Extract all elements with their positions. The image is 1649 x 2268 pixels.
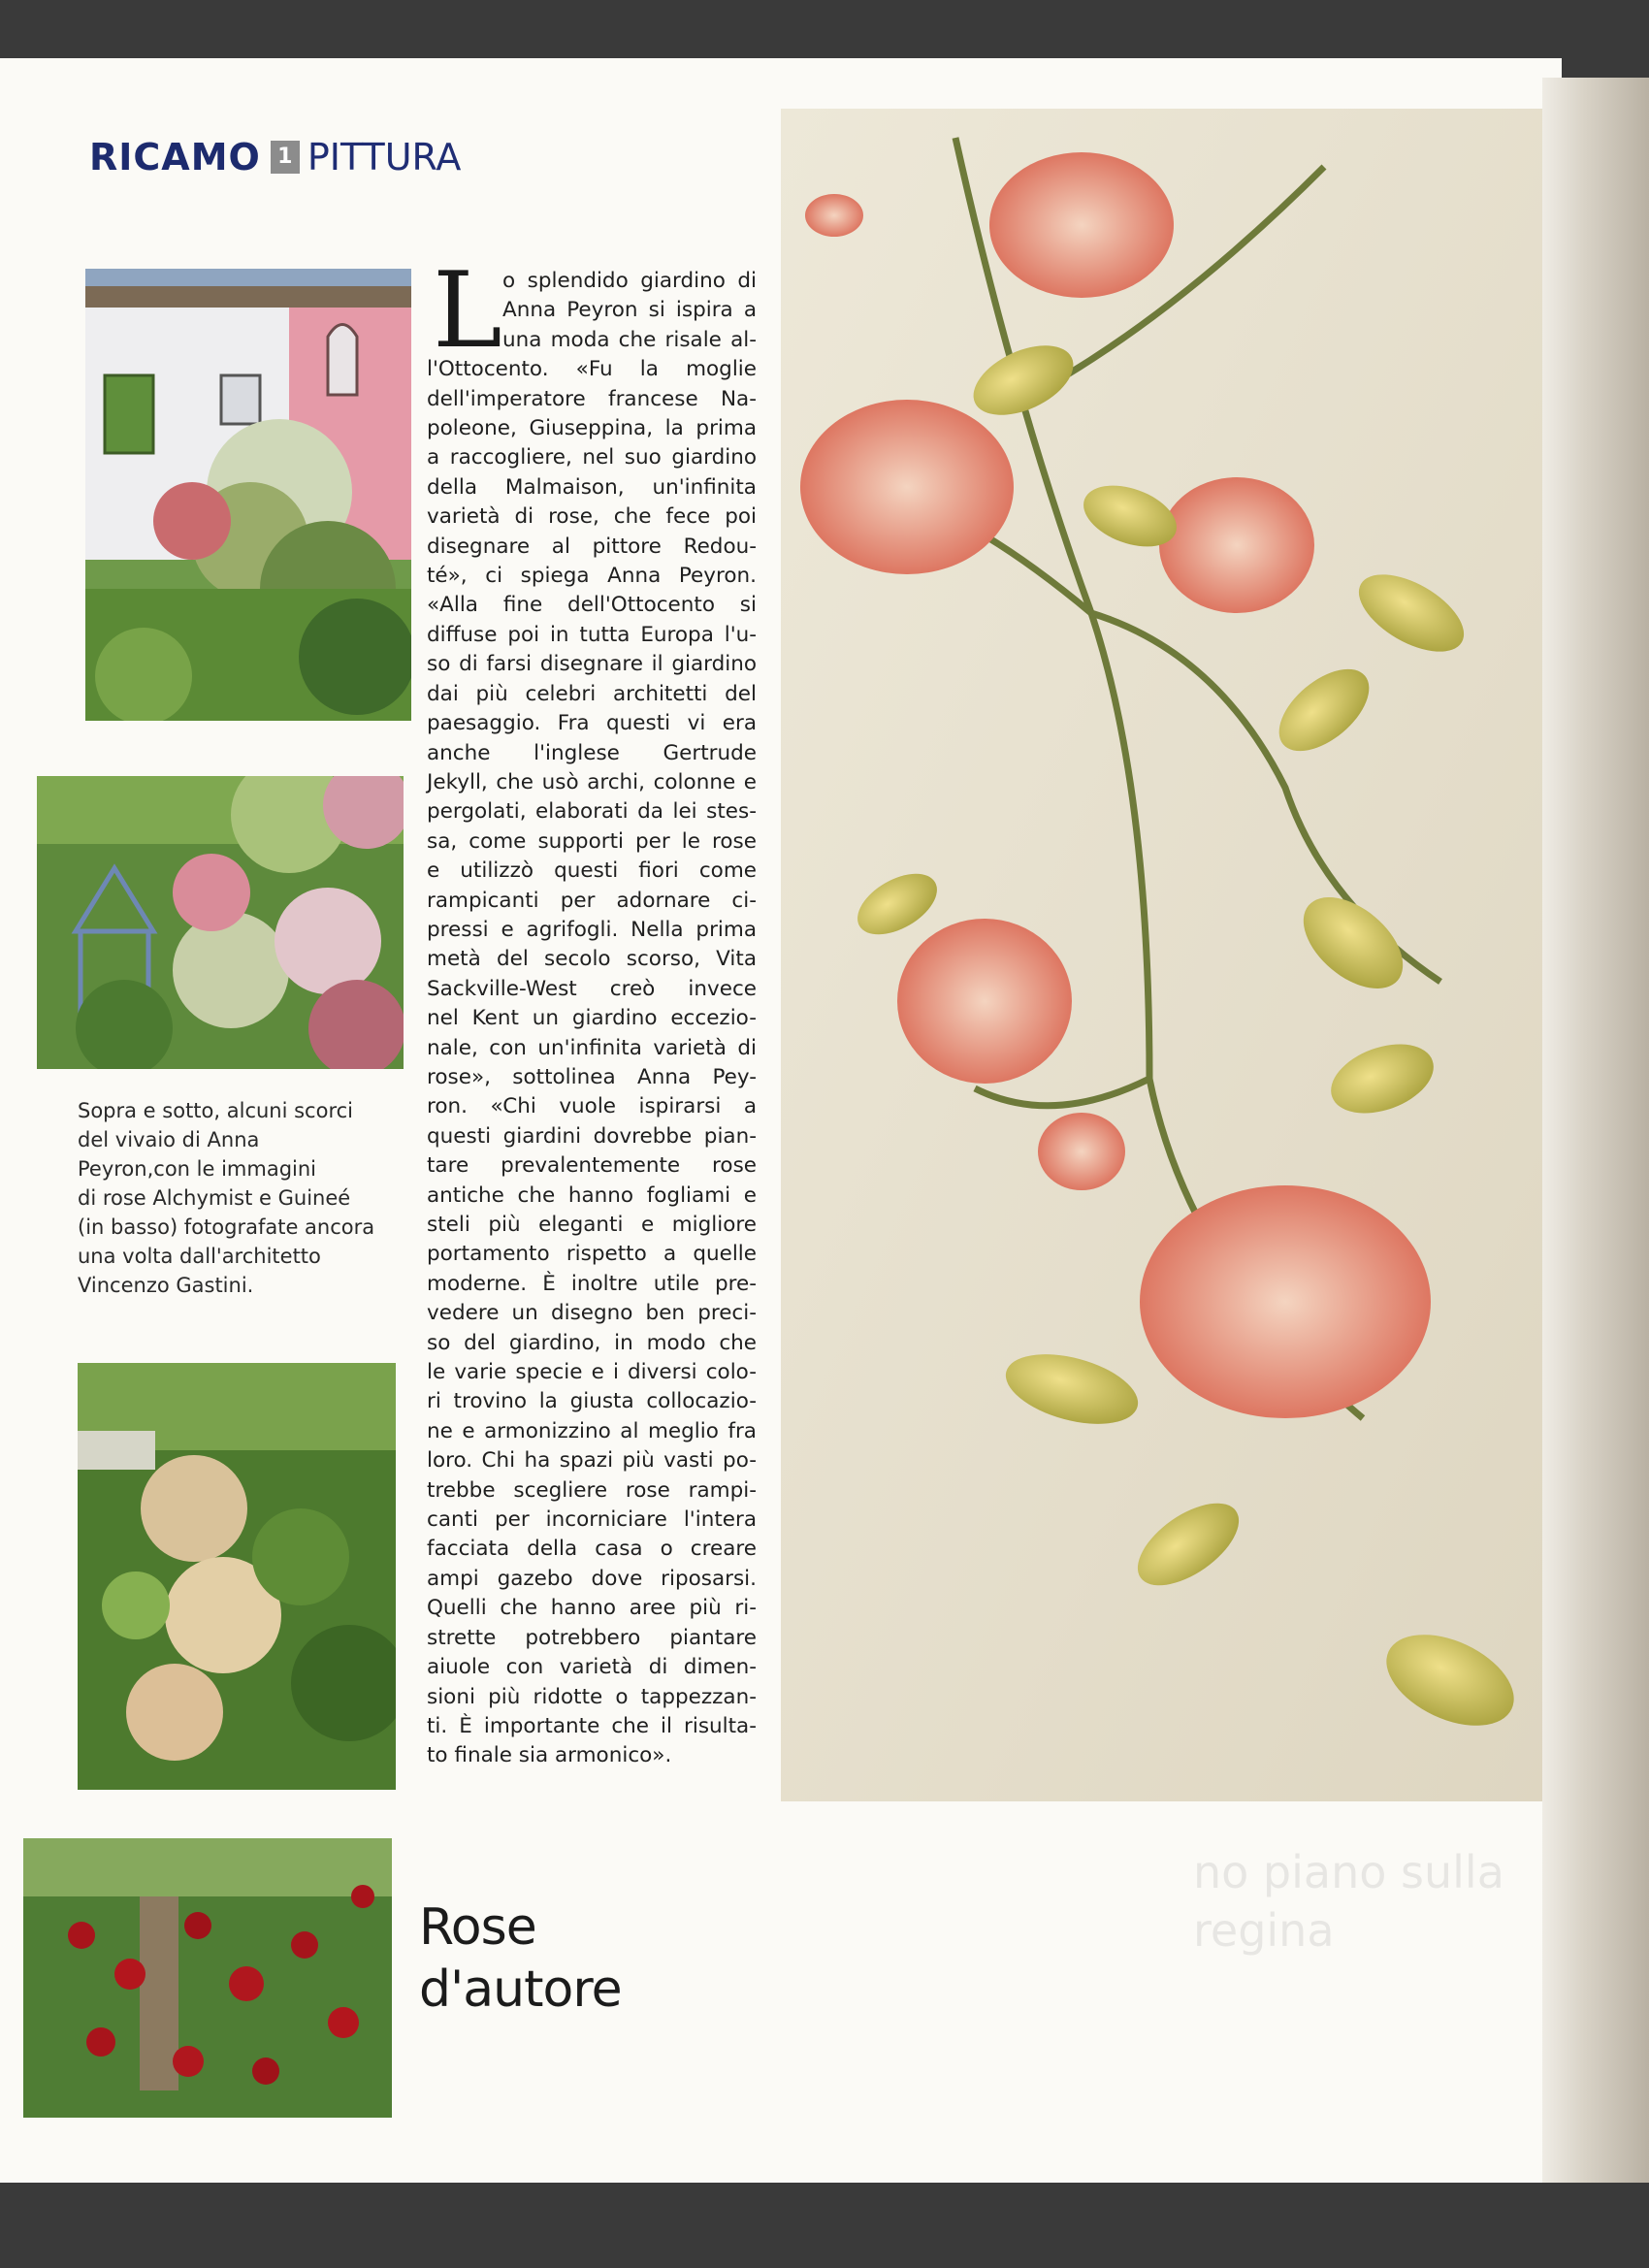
article-line: portamento rispetto a quelle <box>427 1242 757 1267</box>
article-line: loro. Chi ha spazi più vasti po- <box>427 1448 757 1474</box>
photo-house-with-roses <box>85 269 411 721</box>
article-line: Jekyll, che usò archi, colonne e <box>427 769 757 794</box>
article-line: tare prevalentemente rose <box>427 1153 757 1179</box>
article-line: Quelli che hanno aree più ri- <box>427 1596 757 1621</box>
article-line: sioni più ridotte o tappezzan- <box>427 1684 757 1709</box>
article-line: paesaggio. Fra questi vi era <box>427 711 757 736</box>
article-line: steli più eleganti e migliore <box>427 1213 757 1237</box>
article-line: pressi e agrifogli. Nella prima <box>427 917 757 942</box>
article-line: ne e armonizzino al meglio fra <box>427 1418 757 1443</box>
article-line: questi giardini dovrebbe pian- <box>427 1123 757 1149</box>
article-line: moderne. È inoltre utile pre- <box>427 1271 757 1296</box>
article-line: poleone, Giuseppina, la prima <box>427 416 757 441</box>
article-line: «Alla fine dell'Ottocento si <box>427 593 757 618</box>
article-line: varietà di rose, che fece poi <box>427 504 757 530</box>
article-line: canti per incorniciare l'intera <box>427 1507 757 1533</box>
article-line: una moda che risale al- <box>502 327 757 352</box>
photo-garden-gazebo <box>37 776 404 1069</box>
article-line: Sackville-West creò invece <box>427 976 757 1001</box>
issue-number-badge: 1 <box>271 141 300 174</box>
article-line: ri trovino la giusta collocazio- <box>427 1389 757 1414</box>
embroidered-roses-image <box>781 109 1542 1801</box>
article-line: so di farsi disegnare il giardino <box>427 652 757 677</box>
photo-climbing-roses <box>78 1363 396 1790</box>
article-line: nel Kent un giardino eccezio- <box>427 1006 757 1031</box>
article-line: dai più celebri architetti del <box>427 681 757 706</box>
article-line: pergolati, elaborati da lei stes- <box>427 799 757 825</box>
article-line: té», ci spiega Anna Peyron. <box>427 564 757 589</box>
article-line: antiche che hanno fogliami e <box>427 1183 757 1208</box>
article-line: ron. «Chi vuole ispirarsi a <box>427 1094 757 1119</box>
article-line: diffuse poi in tutta Europa l'u- <box>427 622 757 647</box>
article-line: della Malmaison, un'infinita <box>427 474 757 500</box>
article-line: anche l'inglese Gertrude <box>427 740 757 765</box>
title-line-2: d'autore <box>419 1960 622 2019</box>
article-line: e utilizzò questi fiori come <box>427 859 757 884</box>
article-line: dell'imperatore francese Na- <box>427 386 757 411</box>
article-line: o splendido giardino di <box>502 269 757 293</box>
photo-caption: Sopra e sotto, alcuni scorci del vivaio di Anna Peyron,con le immagini di rose Alchymist e Guineé (in basso) fotografate ancora una volta dall'architetto Vincenzo Gastini. <box>78 1099 375 1297</box>
show-through-text: no piano sulla regina <box>1193 1846 1504 1957</box>
article-line: aiuole con varietà di dimen- <box>427 1655 757 1680</box>
article-line: Anna Peyron si ispira a <box>502 298 757 323</box>
page-header <box>89 136 461 178</box>
article-line: nale, con un'infinita varietà di <box>427 1035 757 1060</box>
article-body <box>427 250 757 1771</box>
photo-red-roses <box>23 1838 392 2118</box>
article-line: vedere un disegno ben preci- <box>427 1301 757 1326</box>
article-line: sa, come supporti per le rose <box>427 828 757 854</box>
header-brand: RICAMO <box>89 136 261 178</box>
article-line: a raccogliere, nel suo giardino <box>427 445 757 470</box>
article-text <box>427 250 757 1771</box>
article-line: ti. È importante che il risulta- <box>427 1713 757 1738</box>
article-line: trebbe scegliere rose rampi- <box>427 1477 757 1503</box>
article-line: so del giardino, in modo che <box>427 1330 757 1355</box>
article-line: rose», sottolinea Anna Pey- <box>427 1064 757 1089</box>
article-line: ampi gazebo dove riposarsi. <box>427 1566 757 1591</box>
article-line: metà del secolo scorso, Vita <box>427 947 757 972</box>
article-dropcap: L <box>433 250 502 372</box>
article-line: disegnare al pittore Redou- <box>427 534 757 559</box>
article-line: l'Ottocento. «Fu la moglie <box>427 357 757 382</box>
title-line-1: Rose <box>419 1898 536 1957</box>
article-line: le varie specie e i diversi colo- <box>427 1360 757 1385</box>
article-line: rampicanti per adornare ci- <box>427 888 757 913</box>
article-title <box>419 1896 622 2021</box>
article-line: facciata della casa o creare <box>427 1537 757 1562</box>
header-section: PITTURA <box>307 136 462 178</box>
article-line: to finale sia armonico». <box>427 1743 672 1768</box>
article-line: strette potrebbero piantare <box>427 1625 757 1650</box>
